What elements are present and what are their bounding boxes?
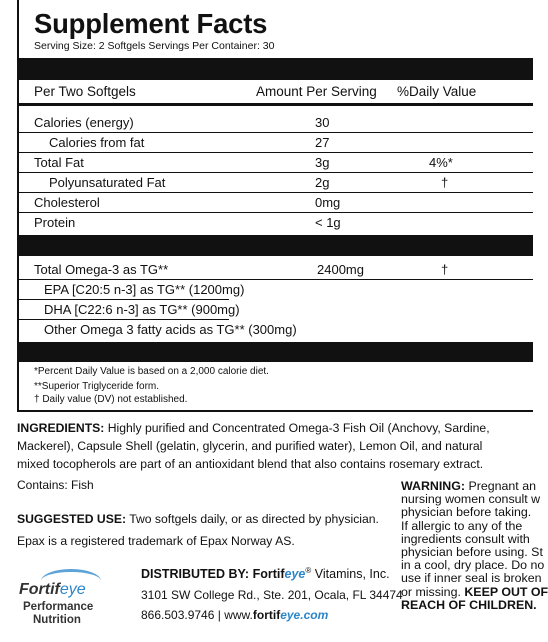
logo-brand-a: Fortif [19, 581, 60, 598]
amount-header: Amount Per Serving [256, 84, 377, 99]
footnote: *Percent Daily Value is based on a 2,000 calorie diet. [34, 366, 269, 377]
distributor-address: 3101 SW College Rd., Ste. 201, Ocala, FL 34474 [141, 588, 403, 602]
omega-total-dv: † [441, 262, 449, 277]
nutrient-name: Calories from fat [49, 135, 145, 150]
nutrient-amount: 27 [315, 135, 330, 150]
distributor-phone: 866.503.9746 | www. [141, 608, 253, 622]
nutrient-name: Total Fat [34, 155, 84, 170]
logo-sub-performance: Performance [23, 601, 94, 613]
distributor-suffix: Vitamins, Inc. [311, 567, 390, 582]
website-a[interactable]: fortif [252, 608, 281, 622]
omega-sub-row: EPA [C20:5 n-3] as TG** (1200mg) [44, 282, 245, 297]
serving-info: Serving Size: 2 Softgels Servings Per Container: 30 [34, 40, 275, 52]
registered-mark: ® [305, 566, 312, 575]
logo-sub-nutrition: Nutrition [33, 614, 81, 626]
nutrient-dv: † [441, 175, 449, 190]
nutrient-amount: 0mg [315, 195, 341, 210]
omega-total-row [19, 260, 533, 280]
nutrient-name: Polyunsaturated Fat [49, 175, 166, 190]
nutrient-amount: 2g [315, 175, 330, 190]
suggested-use-text: Two softgels daily, or as directed by physician. [126, 512, 379, 526]
omega-total-name: Total Omega-3 as TG** [34, 262, 169, 277]
per-two-softgels-header: Per Two Softgels [34, 84, 136, 99]
omega-sub-row: DHA [C22:6 n-3] as TG** (900mg) [44, 302, 240, 317]
nutrient-row [19, 113, 533, 133]
header-rule [19, 103, 533, 106]
supplement-facts-panel [17, 0, 533, 412]
omega-rule [19, 319, 229, 320]
omega-total-amount: 2400mg [317, 262, 364, 277]
nutrient-name: Calories (energy) [34, 115, 134, 130]
distributor-brand-b: eye [284, 567, 306, 582]
footnote: † Daily value (DV) not established. [34, 394, 188, 405]
daily-value-header: %Daily Value [397, 84, 477, 99]
suggested-use-label: SUGGESTED USE: [17, 512, 127, 526]
omega-rule [19, 299, 229, 300]
warning-line1: Pregnant an [465, 479, 536, 493]
nutrient-row [19, 213, 533, 233]
warning-keep-out: KEEP OUT OF REACH OF CHILDREN. [401, 584, 548, 612]
nutrient-row [19, 173, 533, 193]
facts-divider-bar [19, 58, 533, 80]
nutrient-name: Cholesterol [34, 195, 100, 210]
nutrient-name: Protein [34, 215, 76, 230]
ingredients-body: Highly purified and Concentrated Omega-3 Fish Oil (Anchovy, Sardine, Mackerel), Capsule Shell (gelatin, glycerin, and purified water), Lemon Oil, and natural mixed tocopherols are part of an antioxidant blend that also contains rosemary extract. [17, 421, 490, 471]
omega-sub-row: Other Omega 3 fatty acids as TG** (300mg) [44, 322, 297, 337]
website-b[interactable]: eye [280, 608, 301, 622]
logo-brand [19, 581, 86, 599]
suggested-use [17, 512, 379, 526]
allergen-contains: Contains: Fish [17, 478, 94, 492]
nutrient-row [19, 133, 533, 153]
nutrient-dv: 4%* [429, 155, 453, 170]
nutrient-amount: 30 [315, 115, 330, 130]
fortifeye-logo [17, 569, 117, 627]
logo-brand-b: eye [59, 581, 86, 598]
warning-text [401, 480, 548, 612]
warning-body: nursing women consult w physician before taking. If allergic to any of the ingredients consult with physician before using. St in a cool, dry place. Do no use if inner seal is broken or missing. [401, 492, 545, 599]
ingredients-text [17, 419, 517, 473]
trademark-notice: Epax is a registered trademark of Epax Norway AS. [17, 534, 295, 548]
distributor-line [141, 566, 390, 581]
nutrient-row [19, 153, 533, 173]
distributor-contact [141, 608, 328, 622]
nutrient-amount: 3g [315, 155, 330, 170]
nutrient-amount: < 1g [315, 215, 341, 230]
warning-label: WARNING: [401, 479, 466, 493]
facts-divider-bar [19, 235, 533, 256]
ingredients-label: INGREDIENTS: [17, 421, 105, 435]
distributor-brand-a: Fortif [252, 567, 285, 582]
footnote: **Superior Triglyceride form. [34, 381, 160, 392]
distributor-label: DISTRIBUTED BY: [141, 567, 250, 582]
website-c[interactable]: .com [300, 608, 329, 622]
facts-divider-bar [19, 342, 533, 362]
nutrient-row [19, 193, 533, 213]
facts-title: Supplement Facts [34, 8, 268, 39]
